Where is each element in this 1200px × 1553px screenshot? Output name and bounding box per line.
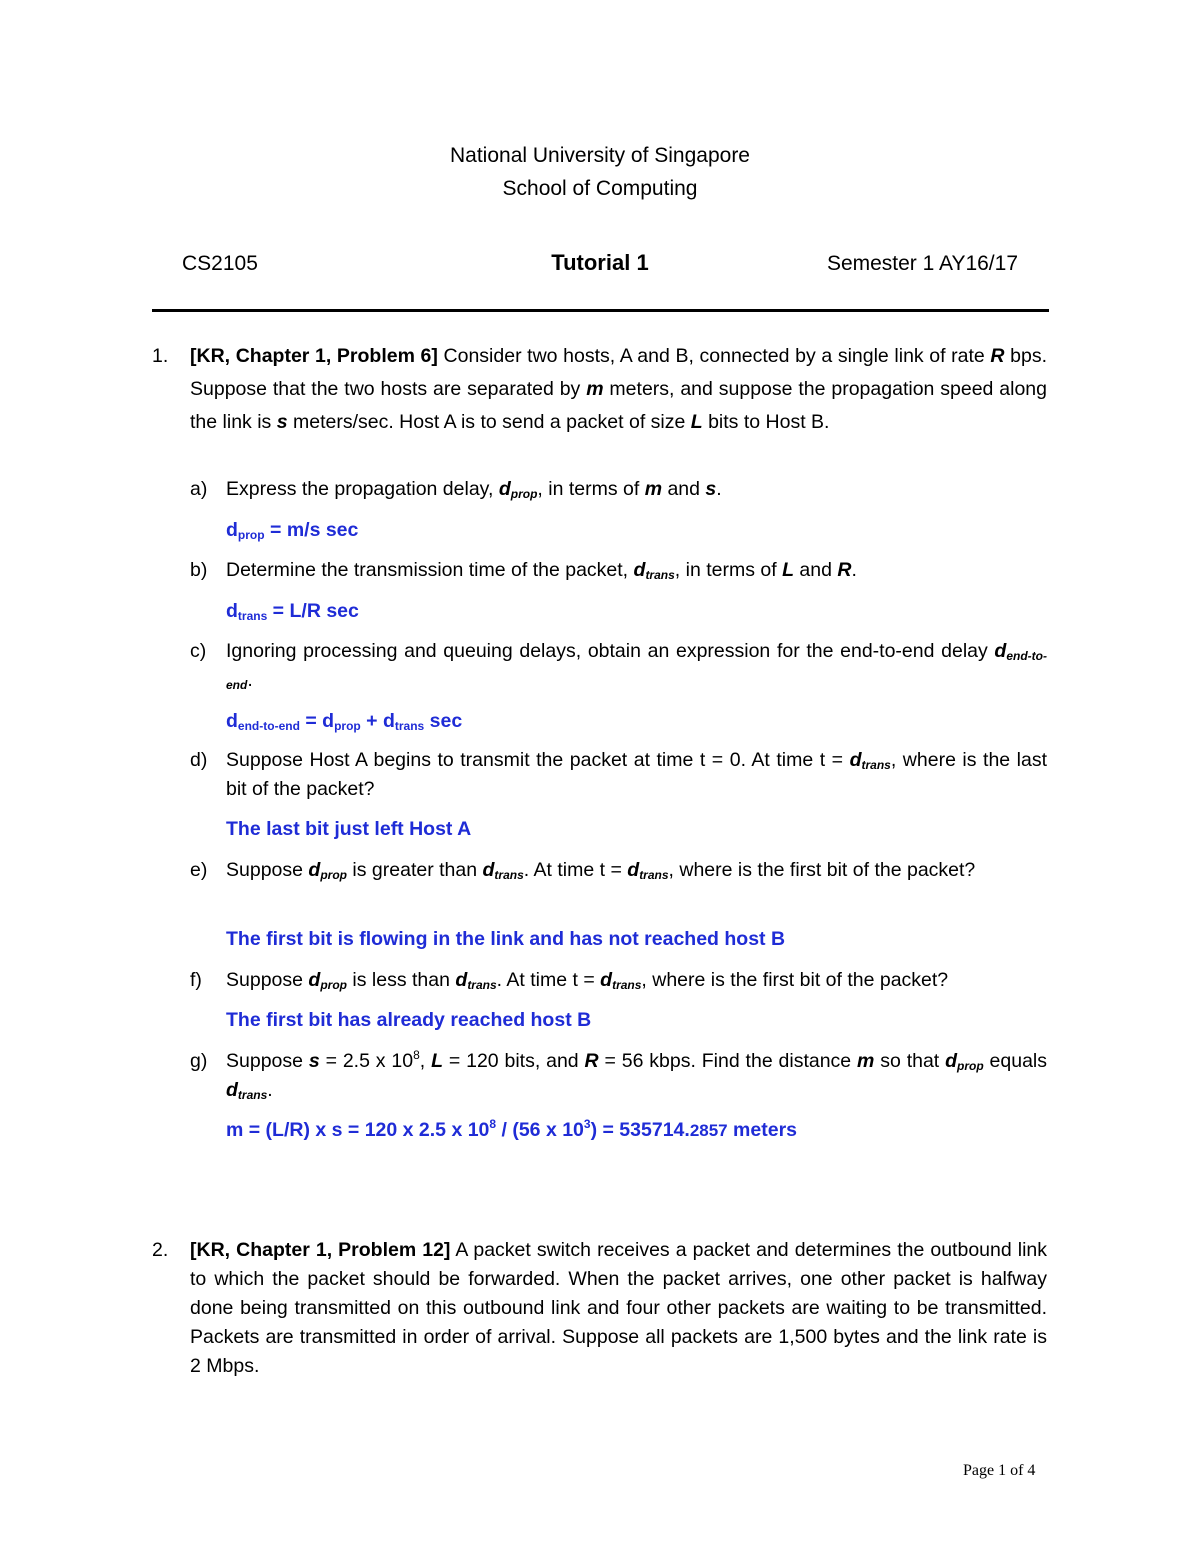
exponent: 8 [413, 1048, 420, 1062]
text: Suppose [226, 969, 309, 991]
exponent: 3 [583, 1117, 591, 1131]
header-divider [152, 309, 1049, 312]
subscript: trans [237, 609, 268, 623]
var: d [308, 969, 321, 991]
subquestion-text [226, 637, 1047, 695]
answer-b [226, 597, 359, 626]
var-subscript: trans [645, 568, 675, 582]
text: meters [727, 1119, 798, 1141]
subquestion-text [226, 966, 1047, 995]
var: m [644, 478, 663, 500]
answer-d: The last bit just left Host A [226, 818, 472, 840]
var-subscript: trans [861, 758, 891, 772]
var: m [586, 378, 604, 400]
text: . [267, 1079, 273, 1101]
text: is less than [347, 969, 456, 991]
text: Suppose [226, 859, 309, 881]
var: L [690, 411, 703, 433]
text: = 120 bits, and [442, 1050, 585, 1072]
var: s [705, 478, 717, 500]
subquestion-text [226, 556, 1047, 585]
subquestion-d [190, 746, 1047, 804]
answer-e: The first bit is flowing in the link and has not reached host B [226, 928, 786, 950]
var-subscript: trans [467, 978, 497, 992]
text: m = (L/R) x s = 120 x 2.5 x 10 [226, 1119, 490, 1141]
text: Suppose [226, 1050, 309, 1072]
text: , where is the first bit of the packet? [668, 859, 976, 881]
answer-a [226, 516, 358, 545]
text: bits to Host B. [702, 411, 830, 433]
subquestion-letter: f) [190, 969, 202, 991]
var: d [633, 559, 646, 581]
subquestion-letter: e) [190, 859, 208, 881]
subquestion-letter: b) [190, 559, 208, 581]
text: , [419, 1050, 432, 1072]
page-number: Page 1 of 4 [963, 1462, 1036, 1479]
text: Express the propagation delay, [226, 478, 499, 500]
tutorial-title: Tutorial 1 [551, 250, 649, 275]
course-code: CS2105 [182, 252, 258, 275]
text: , where is the last bit of the packet? [226, 749, 1048, 800]
subquestion-c [190, 637, 1047, 695]
var: L [431, 1050, 443, 1072]
var-subscript: prop [510, 487, 538, 501]
subscript: end-to-end [237, 719, 300, 733]
var-subscript: trans [237, 1088, 268, 1102]
text: Consider two hosts, A and B, connected by a single link of rate [437, 345, 991, 367]
subquestion-g [190, 1047, 1047, 1105]
answer-g [226, 1116, 797, 1145]
text: = 2.5 x 10 [319, 1050, 414, 1072]
question-source: [KR, Chapter 1, Problem 12] [190, 1239, 451, 1261]
question-1 [152, 340, 1047, 439]
var: d [498, 478, 511, 500]
subquestion-e [190, 856, 1047, 885]
text: . At time t = [496, 969, 601, 991]
text: , in terms of [674, 559, 783, 581]
subquestion-letter: d) [190, 749, 208, 771]
text: A packet switch receives a packet and determines the outbound link to which the packet should be forwarded. When the packet arrives, one other packet is halfway done being transmitted on this outbound link and four other packets are waiting to be transmitted. Packets are transmitted in order of arrival. Suppose all packets are 1,500 bytes and the link rate is 2 Mbps. [190, 1239, 1048, 1377]
text: meters, and suppose the propagation speed along the link is [190, 378, 1047, 433]
subscript: prop [237, 528, 265, 542]
text: . [851, 559, 857, 581]
var: s [276, 411, 288, 433]
text: / (56 x 10 [496, 1119, 584, 1141]
text: = m/s sec [264, 519, 359, 541]
question-source: [KR, Chapter 1, Problem 6] [190, 345, 438, 367]
text: equals [983, 1050, 1048, 1072]
text: so that [874, 1050, 946, 1072]
text: , where is the first bit of the packet? [641, 969, 949, 991]
var: d [994, 640, 1007, 662]
text: d [226, 600, 238, 622]
school-name: School of Computing [502, 177, 698, 200]
subquestion-text [226, 746, 1047, 804]
subquestion-letter: c) [190, 640, 207, 662]
var: d [600, 969, 613, 991]
var: d [482, 859, 495, 881]
var-subscript: prop [957, 1059, 984, 1073]
text: and [662, 478, 706, 500]
var: R [584, 1050, 599, 1072]
answer-c [226, 707, 462, 736]
var: d [945, 1050, 958, 1072]
semester: Semester 1 AY16/17 [826, 252, 1018, 275]
text: ) = 535714. [590, 1119, 690, 1141]
var-subscript: trans [639, 868, 669, 882]
text: and [793, 559, 838, 581]
var: R [990, 345, 1005, 367]
var-subscript: prop [320, 868, 347, 882]
var-subscript: trans [612, 978, 642, 992]
text: = 56 kbps. Find the distance [598, 1050, 858, 1072]
subquestion-b [190, 556, 1047, 585]
subquestion-text [226, 856, 1047, 885]
text: Determine the transmission time of the packet, [226, 559, 634, 581]
subscript: trans [394, 719, 425, 733]
text: d [226, 519, 238, 541]
subquestion-text [226, 1047, 1047, 1105]
exponent: 8 [489, 1117, 497, 1131]
var: s [308, 1050, 320, 1072]
text: meters/sec. Host A is to send a packet of size [287, 411, 691, 433]
var: d [627, 859, 640, 881]
text: Suppose Host A begins to transmit the packet at time t = 0. At time t = [226, 749, 850, 771]
text: + d [360, 710, 395, 732]
text: d [226, 710, 238, 732]
var: d [455, 969, 468, 991]
text: , in terms of [537, 478, 645, 500]
question-number: 2. [152, 1239, 169, 1261]
subquestion-letter: a) [190, 478, 208, 500]
text: . [247, 669, 253, 691]
text: = L/R sec [267, 600, 359, 622]
text: Ignoring processing and queuing delays, obtain an expression for the end-to-end delay [226, 640, 995, 662]
subquestion-f [190, 966, 1047, 995]
var: R [837, 559, 852, 581]
var: d [308, 859, 321, 881]
subscript: prop [334, 719, 361, 733]
var: L [782, 559, 794, 581]
question-text [190, 1236, 1047, 1381]
text: sec [424, 710, 463, 732]
subquestion-a [190, 475, 1047, 504]
text: . [716, 478, 722, 500]
course-row [182, 252, 1018, 282]
question-number: 1. [152, 345, 169, 367]
subquestion-text [226, 475, 1047, 504]
var-subscript: trans [494, 868, 524, 882]
var-subscript: prop [320, 978, 347, 992]
var: m [857, 1050, 875, 1072]
subquestion-letter: g) [190, 1050, 208, 1072]
var: d [226, 1079, 238, 1101]
answer-f: The first bit has already reached host B [226, 1009, 592, 1031]
text: is greater than [347, 859, 483, 881]
text: . At time t = [523, 859, 628, 881]
text: = d [299, 710, 335, 732]
var: d [849, 749, 862, 771]
question-2 [152, 1236, 1047, 1381]
text: bps. Suppose that the two hosts are separated by [190, 345, 1048, 400]
university-name: National University of Singapore [450, 144, 750, 167]
text: 2857 [689, 1121, 728, 1140]
question-text [190, 340, 1047, 439]
var-subscript: end-to-end [226, 649, 1047, 692]
